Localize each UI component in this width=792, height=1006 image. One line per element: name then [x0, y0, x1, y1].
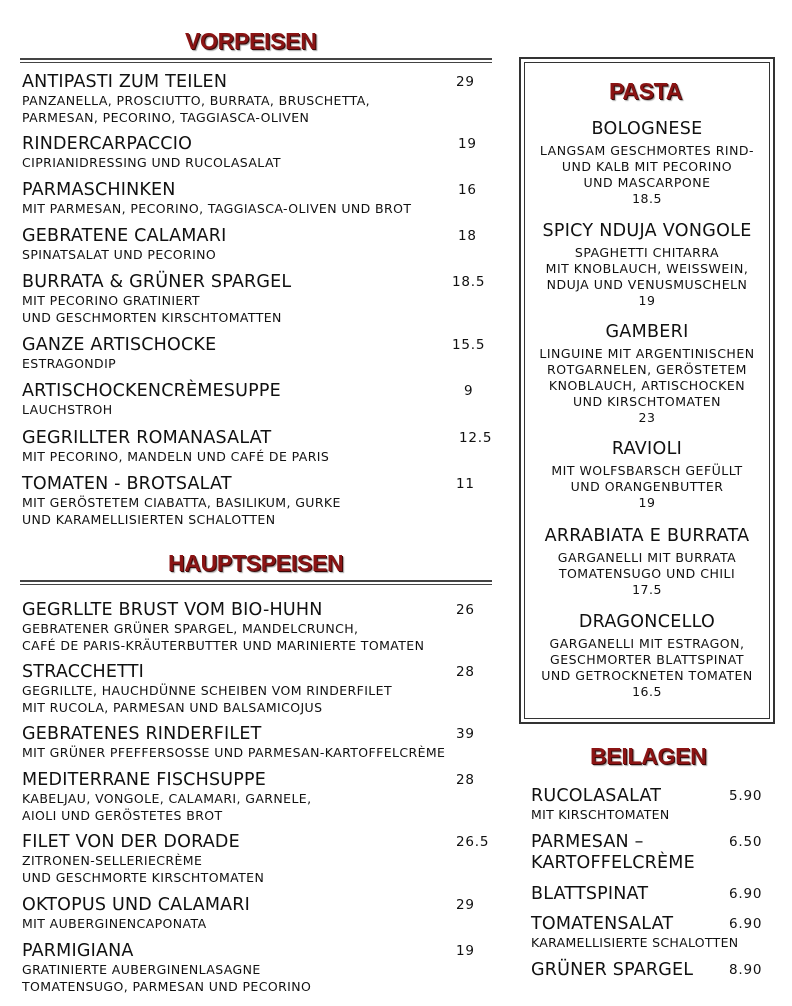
item-description: CIPRIANIDRESSING UND RUCOLASALAT	[22, 155, 281, 170]
item-price: 16.5	[632, 684, 662, 699]
item-price: 18.5	[632, 191, 662, 206]
item-price: 19	[638, 495, 656, 510]
item-price: 26	[456, 602, 475, 618]
menu-item	[22, 724, 492, 761]
item-name: GEBRATENE CALAMARI	[22, 226, 227, 246]
item-name: GEGRLLTE BRUST VOM BIO-HUHN	[22, 600, 323, 620]
item-description: MIT AUBERGINENCAPONATA	[22, 916, 207, 931]
item-price: 9	[464, 383, 474, 399]
item-price: 6.50	[729, 834, 763, 850]
item-description: CAFÉ DE PARIS-KRÄUTERBUTTER UND MARINIERTE TOMATEN	[22, 638, 425, 653]
item-description: SPINATSALAT UND PECORINO	[22, 247, 217, 262]
item-name: RAVIOLI	[611, 439, 683, 459]
item-price: 17.5	[632, 582, 662, 597]
item-name: ANTIPASTI ZUM TEILEN	[22, 72, 228, 92]
item-name: GANZE ARTISCHOCKE	[22, 335, 217, 355]
item-description: PANZANELLA, PROSCIUTTO, BURRATA, BRUSCHETTA,	[22, 93, 371, 108]
item-description: PARMESAN, PECORINO, TAGGIASCA-OLIVEN	[22, 110, 310, 125]
item-description: UND GESCHMORTEN KIRSCHTOMATTEN	[22, 310, 282, 325]
item-description: TOMATENSUGO, PARMESAN UND PECORINO	[22, 979, 312, 994]
menu-item	[22, 335, 492, 372]
menu-item	[22, 600, 492, 654]
side-item	[531, 786, 771, 823]
menu-item	[22, 770, 492, 824]
menu-item	[22, 272, 492, 326]
item-description: UND GESCHMORTE KIRSCHTOMATEN	[22, 870, 265, 885]
pasta-heading: PASTA	[609, 78, 683, 104]
item-price: 6.90	[729, 916, 763, 932]
item-price: 19	[458, 136, 477, 152]
item-price: 19	[456, 943, 475, 959]
item-description: GRATINIERTE AUBERGINENLASAGNE	[22, 962, 261, 977]
item-price: 19	[638, 293, 656, 308]
item-description: GARGANELLI MIT ESTRAGON, GESCHMORTER BLATTSPINAT UND GETROCKNETEN TOMATEN	[541, 636, 753, 683]
item-price: 12.5	[459, 430, 493, 446]
item-name: OKTOPUS UND CALAMARI	[22, 895, 251, 915]
menu-item	[22, 134, 492, 171]
menu-item	[22, 72, 492, 126]
item-name: GAMBERI	[605, 322, 689, 342]
menu-item	[22, 381, 492, 418]
item-price: 5.90	[729, 788, 763, 804]
item-price: 26.5	[456, 834, 490, 850]
item-description: MIT PECORINO GRATINIERT	[22, 293, 200, 308]
item-price: 8.90	[729, 962, 763, 978]
item-price: 23	[638, 410, 656, 425]
item-description: ESTRAGONDIP	[22, 356, 117, 371]
menu-item	[22, 180, 492, 217]
item-description: MIT GERÖSTETEM CIABATTA, BASILIKUM, GURKE	[22, 495, 341, 510]
item-description: GEBRATENER GRÜNER SPARGEL, MANDELCRUNCH,	[22, 621, 359, 636]
item-name: GRÜNER SPARGEL	[531, 960, 694, 980]
item-name: FILET VON DER DORADE	[22, 832, 240, 852]
item-name: GEBRATENES RINDERFILET	[22, 724, 262, 744]
pasta-item	[524, 321, 770, 426]
menu-item	[22, 428, 492, 465]
pasta-item	[524, 438, 770, 511]
item-description: MIT RUCOLA, PARMESAN UND BALSAMICOJUS	[22, 700, 323, 715]
item-description: MIT PARMESAN, PECORINO, TAGGIASCA-OLIVEN UND BROT	[22, 201, 412, 216]
item-price: 11	[456, 476, 475, 492]
item-name: BLATTSPINAT	[531, 884, 649, 904]
vorspeisen-heading: VORPEISEN	[185, 28, 317, 54]
item-description: MIT GRÜNER PFEFFERSOSSE UND PARMESAN-KARTOFFELCRÈME	[22, 745, 446, 760]
beilagen-heading: BEILAGEN	[590, 743, 707, 769]
item-name: TOMATENSALAT	[531, 914, 674, 934]
item-name: ARTISCHOCKENCRÈMESUPPE	[22, 381, 281, 401]
item-price: 28	[456, 772, 475, 788]
hauptspeisen-heading: HAUPTSPEISEN	[168, 550, 344, 576]
item-name: BURRATA & GRÜNER SPARGEL	[22, 272, 292, 292]
item-price: 16	[458, 182, 477, 198]
pasta-item	[524, 220, 770, 309]
menu-item	[22, 226, 492, 263]
item-description: GARGANELLI MIT BURRATA TOMATENSUGO UND CHILI	[557, 550, 737, 581]
item-price: 39	[456, 726, 475, 742]
item-description: KARAMELLISIERTE SCHALOTTEN	[531, 935, 739, 950]
item-name: BOLOGNESE	[591, 119, 703, 139]
menu-item	[22, 895, 492, 932]
item-name: PARMASCHINKEN	[22, 180, 176, 200]
vorspeisen-divider	[20, 58, 492, 63]
item-price: 28	[456, 664, 475, 680]
pasta-item	[524, 611, 770, 700]
item-price: 18	[458, 228, 477, 244]
menu-item	[22, 662, 492, 716]
item-price: 18.5	[452, 274, 486, 290]
item-name: RINDERCARPACCIO	[22, 134, 193, 154]
item-description: MIT WOLFSBARSCH GEFÜLLT UND ORANGENBUTTER	[551, 463, 743, 494]
item-name: MEDITERRANE FISCHSUPPE	[22, 770, 267, 790]
item-name: PARMIGIANA	[22, 941, 134, 961]
item-name: RUCOLASALAT	[531, 786, 662, 806]
item-name: DRAGONCELLO	[578, 612, 716, 632]
menu-item	[22, 832, 492, 886]
item-description: LINGUINE MIT ARGENTINISCHEN ROTGARNELEN, GERÖSTETEM KNOBLAUCH, ARTISCHOCKEN UND KIRSCHTOMATEN	[539, 346, 755, 409]
item-description: UND KARAMELLISIERTEN SCHALOTTEN	[22, 512, 276, 527]
item-name: ARRABIATA E BURRATA	[544, 526, 750, 546]
item-description: ZITRONEN-SELLERIECRÈME	[22, 853, 203, 868]
item-description: SPAGHETTI CHITARRA MIT KNOBLAUCH, WEISSWEIN, NDUJA UND VENUSMUSCHELN	[545, 245, 749, 292]
item-price: 15.5	[452, 337, 486, 353]
item-name: SPICY NDUJA VONGOLE	[542, 221, 752, 241]
hauptspeisen-divider	[20, 580, 492, 585]
pasta-item	[524, 118, 770, 207]
item-description: AIOLI UND GERÖSTETES BROT	[22, 808, 223, 823]
menu-item	[22, 474, 492, 528]
item-description: LAUCHSTROH	[22, 402, 113, 417]
side-item	[531, 914, 771, 951]
item-name: PARMESAN – KARTOFFELCRÈME	[531, 832, 695, 873]
item-price: 6.90	[729, 886, 763, 902]
item-price: 29	[456, 74, 475, 90]
item-name: STRACCHETTI	[22, 662, 144, 682]
pasta-item	[524, 525, 770, 598]
item-name: TOMATEN - BROTSALAT	[22, 474, 232, 494]
side-item	[531, 960, 771, 981]
side-item	[531, 832, 771, 874]
menu-item	[22, 941, 492, 995]
side-item	[531, 884, 771, 905]
item-name: GEGRILLTER ROMANASALAT	[22, 428, 272, 448]
item-description: GEGRILLTE, HAUCHDÜNNE SCHEIBEN VOM RINDERFILET	[22, 683, 392, 698]
item-description: MIT KIRSCHTOMATEN	[531, 807, 670, 822]
item-description: MIT PECORINO, MANDELN UND CAFÉ DE PARIS	[22, 449, 330, 464]
item-price: 29	[456, 897, 475, 913]
item-description: LANGSAM GESCHMORTES RIND- UND KALB MIT PECORINO UND MASCARPONE	[539, 143, 755, 190]
item-description: KABELJAU, VONGOLE, CALAMARI, GARNELE,	[22, 791, 312, 806]
